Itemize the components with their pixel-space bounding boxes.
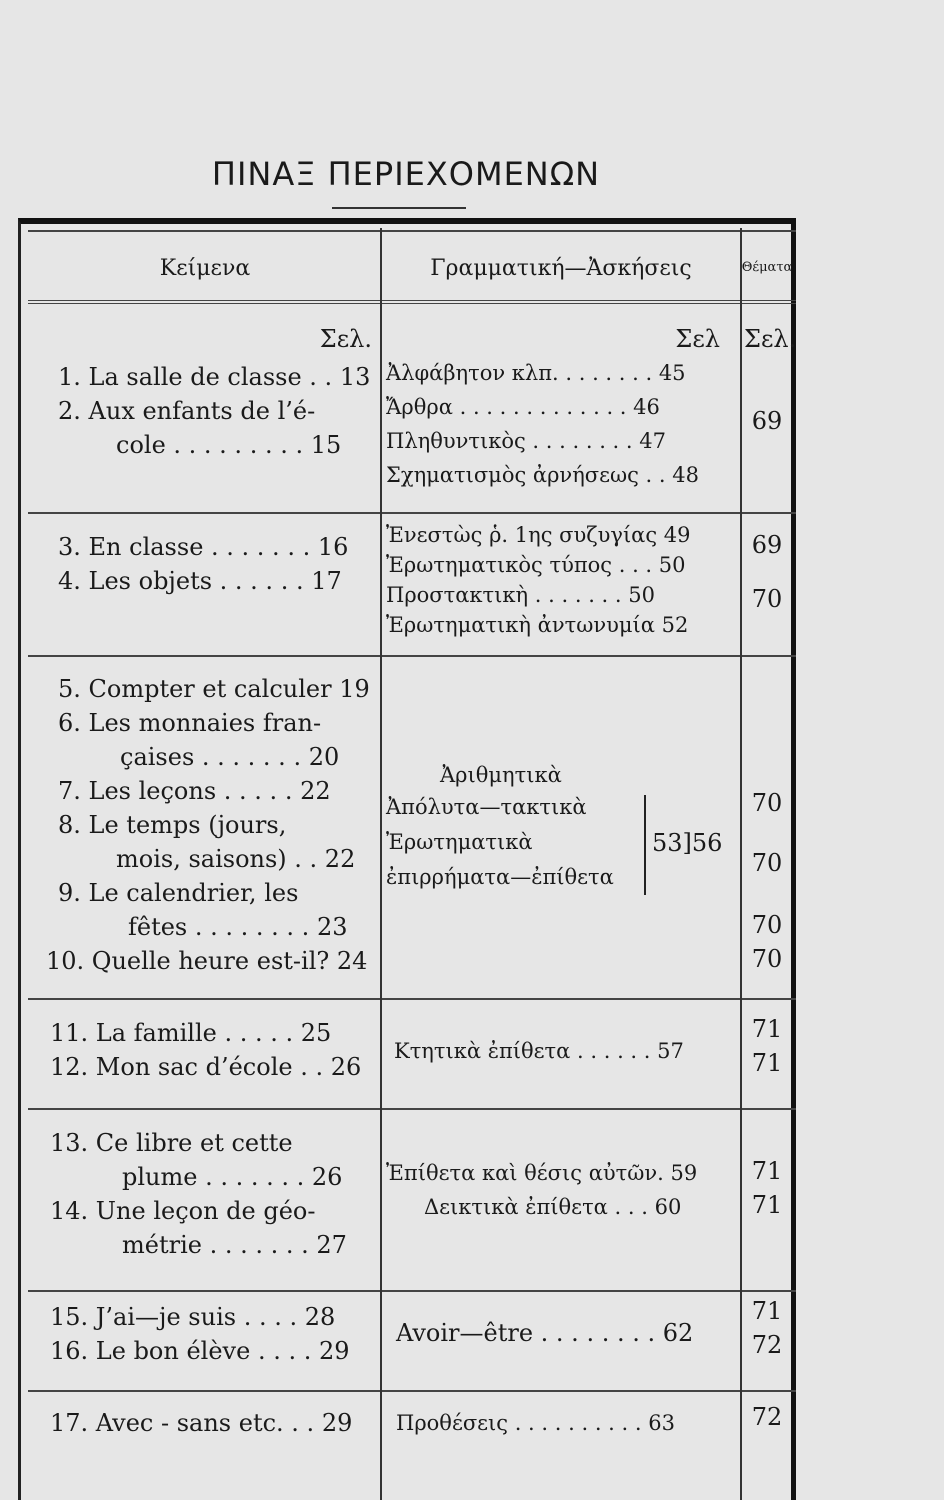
header-bottom-rule bbox=[28, 300, 796, 304]
grammar-entry: Avoir—être . . . . . . . . 62 bbox=[396, 1319, 694, 1347]
theme-page: 70 bbox=[751, 849, 783, 877]
text-entry: 17. Avec - sans etc. . . 29 bbox=[50, 1409, 353, 1437]
grammar-entry: Ἀπόλυτα—τακτικὰ bbox=[386, 795, 587, 819]
text-entry: métrie . . . . . . . 27 bbox=[122, 1231, 347, 1259]
theme-page: 70 bbox=[751, 945, 783, 973]
row-divider bbox=[28, 998, 796, 1000]
page-label-texts: Σελ. bbox=[319, 325, 372, 353]
text-entry: mois, saisons) . . 22 bbox=[116, 845, 356, 873]
page-label-themes: Σελ. bbox=[744, 325, 797, 353]
theme-page: 72 bbox=[751, 1331, 783, 1359]
theme-page: 70 bbox=[751, 911, 783, 939]
text-entry: plume . . . . . . . 26 bbox=[122, 1163, 343, 1191]
theme-page: 71 bbox=[751, 1015, 783, 1043]
brace-icon bbox=[634, 795, 646, 895]
grammar-entry: Δεικτικὰ ἐπίθετα . . . 60 bbox=[424, 1195, 682, 1219]
theme-page: 71 bbox=[751, 1191, 783, 1219]
grammar-page: 53]56 bbox=[652, 829, 723, 857]
grammar-entry-group bbox=[386, 520, 726, 640]
theme-page: 69 bbox=[751, 531, 783, 559]
text-entry: 7. Les leçons . . . . . 22 bbox=[58, 777, 331, 805]
header-themes: Θέματα bbox=[741, 260, 793, 275]
text-entry: 12. Mon sac d’école . . 26 bbox=[50, 1053, 362, 1081]
grammar-entry: ἐπιρρήματα—ἐπίθετα bbox=[386, 865, 614, 889]
text-entry: 15. J’ai—je suis . . . . 28 bbox=[50, 1303, 336, 1331]
column-divider bbox=[380, 228, 382, 1500]
grammar-entry: Ἀριθμητικὰ bbox=[440, 763, 562, 787]
texts-entry-group bbox=[58, 360, 376, 462]
header-texts: Κείμενα bbox=[159, 255, 251, 281]
text-entry: 8. Le temps (jours, bbox=[58, 811, 287, 839]
texts-entry-group bbox=[50, 1016, 376, 1084]
row-divider bbox=[28, 655, 796, 657]
texts-entry-group bbox=[50, 1300, 376, 1368]
texts-entry-group bbox=[46, 672, 376, 978]
grammar-entry: Σχηματισμὸς ἀρνήσεως . . 48 bbox=[386, 463, 699, 487]
theme-page: 72 bbox=[751, 1403, 783, 1431]
grammar-entry: Ἐρωτηματικὸς τύπος . . . 50 bbox=[386, 553, 686, 577]
text-entry: 14. Une leçon de géo- bbox=[50, 1197, 316, 1225]
text-entry: 5. Compter et calculer 19 bbox=[58, 675, 370, 703]
text-entry: 16. Le bon élève . . . . 29 bbox=[50, 1337, 350, 1365]
title-underline bbox=[332, 207, 466, 209]
theme-page: 70 bbox=[751, 789, 783, 817]
text-entry: 3. En classe . . . . . . . 16 bbox=[58, 533, 349, 561]
theme-page: 71 bbox=[751, 1297, 783, 1325]
grammar-entry: Ἐρωτηματικὰ bbox=[386, 830, 533, 854]
grammar-entry: Κτητικὰ ἐπίθετα . . . . . . 57 bbox=[394, 1039, 684, 1063]
theme-page: 71 bbox=[751, 1157, 783, 1185]
theme-page: 71 bbox=[751, 1049, 783, 1077]
texts-entry-group bbox=[58, 530, 376, 598]
grammar-entry: Ἀλφάβητον κλπ. . . . . . . . 45 bbox=[386, 361, 686, 385]
text-entry: fêtes . . . . . . . . 23 bbox=[128, 913, 348, 941]
theme-page: 69 bbox=[751, 407, 783, 435]
page-title: ΠΙΝΑΞ ΠΕΡΙΕΧΟΜΕΝΩΝ bbox=[211, 155, 601, 193]
text-entry: 11. La famille . . . . . 25 bbox=[50, 1019, 332, 1047]
text-entry: çaises . . . . . . . 20 bbox=[120, 743, 340, 771]
text-entry: 6. Les monnaies fran- bbox=[58, 709, 322, 737]
text-entry: 10. Quelle heure est-il? 24 bbox=[46, 947, 368, 975]
text-entry: 2. Aux enfants de l’é- bbox=[58, 397, 316, 425]
header-top-rule bbox=[28, 230, 796, 232]
texts-entry-group bbox=[50, 1126, 376, 1262]
row-divider bbox=[28, 1390, 796, 1392]
grammar-entry-group bbox=[386, 356, 726, 492]
grammar-entry: Ἐνεστὼς ῥ. 1ης συζυγίας 49 bbox=[386, 523, 691, 547]
grammar-entry: Ἄρθρα . . . . . . . . . . . . . 46 bbox=[386, 395, 660, 419]
text-entry: cole . . . . . . . . . 15 bbox=[116, 431, 342, 459]
text-entry: 13. Ce libre et cette bbox=[50, 1129, 293, 1157]
grammar-entry: Ἐρωτηματικὴ ἀντωνυμία 52 bbox=[386, 613, 689, 637]
header-grammar: Γραμματική—Ἀσκήσεις bbox=[430, 255, 692, 281]
grammar-entry: Ἐπίθετα καὶ θέσις αὐτῶν. 59 bbox=[386, 1161, 698, 1185]
row-divider bbox=[28, 512, 796, 514]
row-divider bbox=[28, 1290, 796, 1292]
grammar-entry: Προθέσεις . . . . . . . . . . 63 bbox=[396, 1411, 675, 1435]
theme-page: 70 bbox=[751, 585, 783, 613]
grammar-entry: Πληθυντικὸς . . . . . . . . 47 bbox=[386, 429, 666, 453]
page-label-grammar: Σελ bbox=[675, 325, 720, 353]
text-entry: 9. Le calendrier, les bbox=[58, 879, 299, 907]
grammar-entry: Προστακτικὴ . . . . . . . 50 bbox=[386, 583, 655, 607]
text-entry: 1. La salle de classe . . 13 bbox=[58, 363, 371, 391]
row-divider bbox=[28, 1108, 796, 1110]
text-entry: 4. Les objets . . . . . . 17 bbox=[58, 567, 342, 595]
